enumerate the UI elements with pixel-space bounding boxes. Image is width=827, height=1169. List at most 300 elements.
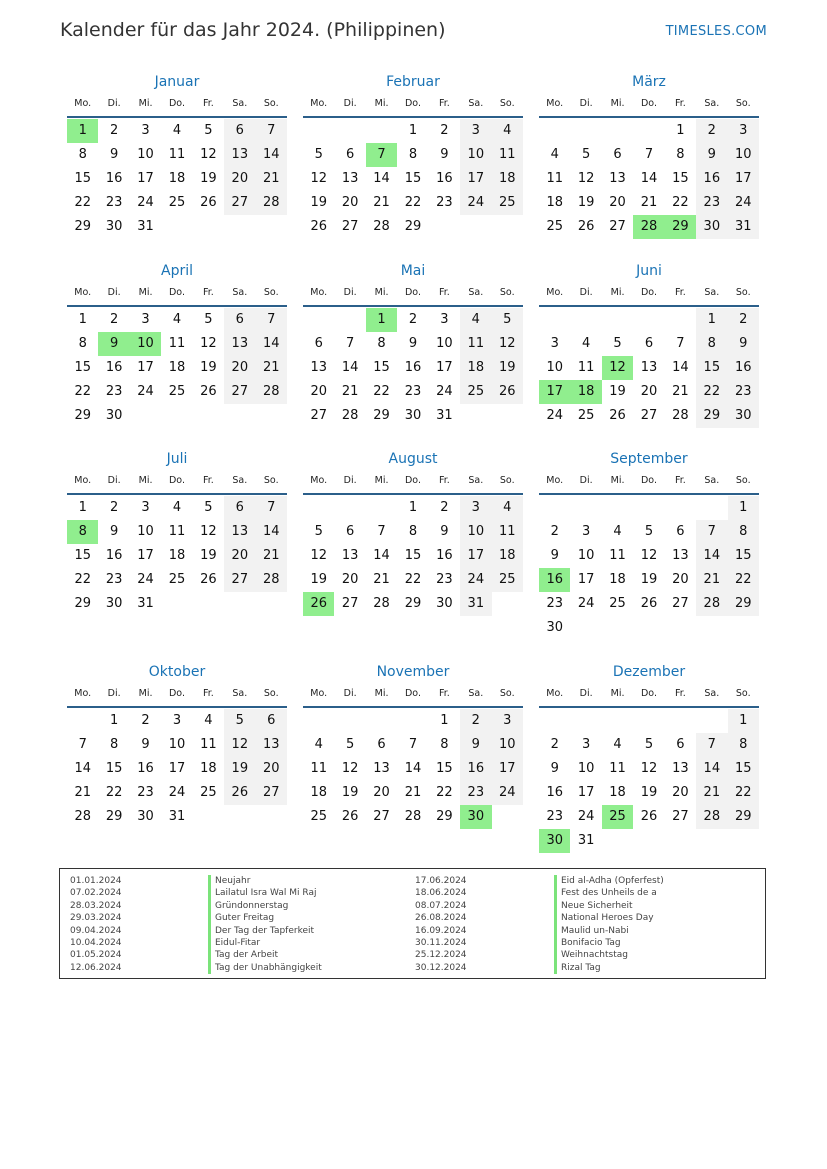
day-cell[interactable]: 16: [105, 360, 123, 375]
day-cell[interactable]: 2: [696, 119, 727, 143]
day-cell[interactable]: 7: [696, 733, 727, 757]
day-cell[interactable]: 14: [696, 544, 727, 568]
day-cell[interactable]: 27: [672, 596, 689, 611]
day-cell[interactable]: 15: [373, 360, 390, 375]
day-cell[interactable]: 1: [676, 123, 685, 138]
day-cell[interactable]: 26: [310, 219, 327, 234]
day-cell[interactable]: 11: [609, 548, 626, 563]
day-cell[interactable]: 22: [74, 195, 91, 210]
day-cell[interactable]: 28: [256, 568, 287, 592]
day-cell[interactable]: 5: [204, 312, 213, 327]
day-cell[interactable]: 27: [341, 596, 359, 611]
day-cell[interactable]: 12: [200, 147, 217, 162]
day-cell[interactable]: 15: [696, 356, 727, 380]
day-cell[interactable]: 24: [577, 596, 595, 611]
day-cell[interactable]: 8: [109, 737, 119, 752]
day-cell[interactable]: 27: [224, 380, 255, 404]
day-cell[interactable]: 1: [109, 713, 119, 728]
day-cell[interactable]: 17: [577, 785, 595, 800]
day-cell[interactable]: 11: [200, 737, 217, 752]
day-cell[interactable]: 24: [436, 384, 453, 399]
day-cell[interactable]: 27: [224, 568, 255, 592]
day-cell[interactable]: 2: [109, 312, 119, 327]
day-cell[interactable]: 13: [256, 733, 287, 757]
day-cell[interactable]: 4: [581, 336, 591, 351]
day-cell[interactable]: 26: [640, 809, 658, 824]
day-cell[interactable]: 22: [373, 384, 390, 399]
day-cell[interactable]: 17: [460, 167, 491, 191]
day-cell[interactable]: 28: [373, 219, 390, 234]
holiday-day-cell[interactable]: 26: [303, 592, 334, 616]
day-cell[interactable]: 14: [696, 757, 727, 781]
day-cell[interactable]: 30: [436, 596, 453, 611]
day-cell[interactable]: 13: [224, 143, 255, 167]
day-cell[interactable]: 11: [168, 336, 186, 351]
holiday-day-cell[interactable]: 10: [130, 332, 161, 356]
day-cell[interactable]: 1: [78, 312, 87, 327]
day-cell[interactable]: 6: [644, 336, 654, 351]
day-cell[interactable]: 6: [613, 147, 622, 162]
holiday-day-cell[interactable]: 25: [602, 805, 633, 829]
day-cell[interactable]: 8: [408, 147, 418, 162]
day-cell[interactable]: 28: [256, 191, 287, 215]
day-cell[interactable]: 3: [460, 496, 491, 520]
day-cell[interactable]: 17: [137, 548, 154, 563]
day-cell[interactable]: 26: [577, 219, 595, 234]
day-cell[interactable]: 15: [672, 171, 689, 186]
day-cell[interactable]: 22: [404, 195, 422, 210]
day-cell[interactable]: 11: [492, 143, 523, 167]
day-cell[interactable]: 8: [676, 147, 685, 162]
day-cell[interactable]: 6: [345, 524, 355, 539]
day-cell[interactable]: 22: [105, 785, 123, 800]
day-cell[interactable]: 11: [168, 524, 186, 539]
day-cell[interactable]: 21: [696, 781, 727, 805]
holiday-day-cell[interactable]: 28: [633, 215, 664, 239]
day-cell[interactable]: 11: [546, 171, 563, 186]
day-cell[interactable]: 31: [436, 408, 453, 423]
day-cell[interactable]: 24: [137, 195, 154, 210]
day-cell[interactable]: 13: [373, 761, 390, 776]
day-cell[interactable]: 14: [373, 548, 390, 563]
day-cell[interactable]: 14: [256, 520, 287, 544]
day-cell[interactable]: 17: [577, 572, 595, 587]
day-cell[interactable]: 5: [204, 123, 213, 138]
day-cell[interactable]: 7: [256, 496, 287, 520]
day-cell[interactable]: 30: [728, 404, 759, 428]
day-cell[interactable]: 24: [546, 408, 563, 423]
holiday-day-cell[interactable]: 29: [665, 215, 696, 239]
day-cell[interactable]: 25: [200, 785, 217, 800]
day-cell[interactable]: 16: [137, 761, 154, 776]
day-cell[interactable]: 12: [200, 524, 217, 539]
day-cell[interactable]: 17: [168, 761, 186, 776]
day-cell[interactable]: 21: [256, 356, 287, 380]
day-cell[interactable]: 19: [224, 757, 255, 781]
day-cell[interactable]: 18: [200, 761, 217, 776]
day-cell[interactable]: 30: [105, 408, 123, 423]
day-cell[interactable]: 7: [644, 147, 654, 162]
day-cell[interactable]: 14: [373, 171, 390, 186]
day-cell[interactable]: 24: [728, 191, 759, 215]
day-cell[interactable]: 29: [74, 408, 91, 423]
day-cell[interactable]: 17: [137, 171, 154, 186]
day-cell[interactable]: 21: [74, 785, 91, 800]
day-cell[interactable]: 2: [109, 123, 119, 138]
day-cell[interactable]: 29: [728, 805, 759, 829]
day-cell[interactable]: 18: [609, 785, 626, 800]
day-cell[interactable]: 25: [168, 384, 186, 399]
day-cell[interactable]: 31: [137, 596, 154, 611]
day-cell[interactable]: 19: [640, 572, 658, 587]
day-cell[interactable]: 19: [200, 360, 217, 375]
day-cell[interactable]: 25: [609, 596, 626, 611]
day-cell[interactable]: 3: [550, 336, 559, 351]
day-cell[interactable]: 21: [696, 568, 727, 592]
day-cell[interactable]: 15: [404, 548, 422, 563]
day-cell[interactable]: 4: [613, 524, 622, 539]
day-cell[interactable]: 18: [168, 360, 186, 375]
day-cell[interactable]: 27: [640, 408, 658, 423]
day-cell[interactable]: 18: [168, 171, 186, 186]
day-cell[interactable]: 5: [644, 737, 654, 752]
day-cell[interactable]: 28: [74, 809, 91, 824]
day-cell[interactable]: 7: [408, 737, 418, 752]
day-cell[interactable]: 20: [672, 785, 689, 800]
day-cell[interactable]: 10: [492, 733, 523, 757]
day-cell[interactable]: 16: [696, 167, 727, 191]
day-cell[interactable]: 9: [696, 143, 727, 167]
day-cell[interactable]: 13: [310, 360, 327, 375]
day-cell[interactable]: 22: [436, 785, 453, 800]
day-cell[interactable]: 19: [310, 572, 327, 587]
day-cell[interactable]: 4: [492, 496, 523, 520]
day-cell[interactable]: 17: [492, 757, 523, 781]
day-cell[interactable]: 3: [581, 737, 591, 752]
day-cell[interactable]: 19: [200, 171, 217, 186]
day-cell[interactable]: 5: [581, 147, 591, 162]
holiday-day-cell[interactable]: 18: [570, 380, 601, 404]
holiday-day-cell[interactable]: 1: [67, 119, 98, 143]
day-cell[interactable]: 18: [460, 356, 491, 380]
day-cell[interactable]: 2: [440, 123, 449, 138]
day-cell[interactable]: 23: [436, 195, 453, 210]
day-cell[interactable]: 11: [609, 761, 626, 776]
day-cell[interactable]: 10: [577, 761, 595, 776]
day-cell[interactable]: 1: [408, 123, 418, 138]
day-cell[interactable]: 29: [105, 809, 123, 824]
day-cell[interactable]: 27: [373, 809, 390, 824]
day-cell[interactable]: 26: [341, 809, 359, 824]
holiday-day-cell[interactable]: 1: [366, 308, 397, 332]
day-cell[interactable]: 18: [546, 195, 563, 210]
day-cell[interactable]: 28: [341, 408, 359, 423]
day-cell[interactable]: 5: [492, 308, 523, 332]
day-cell[interactable]: 14: [404, 761, 422, 776]
day-cell[interactable]: 26: [492, 380, 523, 404]
day-cell[interactable]: 12: [640, 548, 658, 563]
day-cell[interactable]: 12: [310, 548, 327, 563]
day-cell[interactable]: 9: [460, 733, 491, 757]
day-cell[interactable]: 15: [74, 548, 91, 563]
day-cell[interactable]: 16: [404, 360, 422, 375]
holiday-day-cell[interactable]: 8: [67, 520, 98, 544]
day-cell[interactable]: 27: [609, 219, 626, 234]
day-cell[interactable]: 2: [550, 524, 559, 539]
day-cell[interactable]: 3: [141, 312, 150, 327]
day-cell[interactable]: 2: [109, 500, 119, 515]
day-cell[interactable]: 14: [74, 761, 91, 776]
day-cell[interactable]: 19: [640, 785, 658, 800]
day-cell[interactable]: 1: [440, 713, 449, 728]
day-cell[interactable]: 8: [728, 520, 759, 544]
day-cell[interactable]: 3: [581, 524, 591, 539]
day-cell[interactable]: 16: [460, 757, 491, 781]
day-cell[interactable]: 15: [728, 544, 759, 568]
day-cell[interactable]: 14: [640, 171, 658, 186]
day-cell[interactable]: 29: [74, 219, 91, 234]
day-cell[interactable]: 10: [460, 520, 491, 544]
day-cell[interactable]: 20: [341, 195, 359, 210]
day-cell[interactable]: 3: [141, 123, 150, 138]
day-cell[interactable]: 23: [546, 809, 563, 824]
day-cell[interactable]: 19: [200, 548, 217, 563]
day-cell[interactable]: 8: [696, 332, 727, 356]
day-cell[interactable]: 16: [546, 785, 563, 800]
day-cell[interactable]: 13: [609, 171, 626, 186]
day-cell[interactable]: 2: [141, 713, 150, 728]
day-cell[interactable]: 28: [373, 596, 390, 611]
day-cell[interactable]: 29: [404, 219, 422, 234]
day-cell[interactable]: 21: [341, 384, 359, 399]
day-cell[interactable]: 2: [728, 308, 759, 332]
day-cell[interactable]: 23: [404, 384, 422, 399]
day-cell[interactable]: 25: [310, 809, 327, 824]
day-cell[interactable]: 12: [224, 733, 255, 757]
day-cell[interactable]: 28: [672, 408, 689, 423]
day-cell[interactable]: 26: [224, 781, 255, 805]
day-cell[interactable]: 20: [341, 572, 359, 587]
day-cell[interactable]: 16: [105, 171, 123, 186]
day-cell[interactable]: 20: [640, 384, 658, 399]
day-cell[interactable]: 19: [609, 384, 626, 399]
day-cell[interactable]: 21: [640, 195, 658, 210]
day-cell[interactable]: 13: [640, 360, 658, 375]
day-cell[interactable]: 19: [577, 195, 595, 210]
day-cell[interactable]: 12: [640, 761, 658, 776]
day-cell[interactable]: 9: [550, 761, 559, 776]
day-cell[interactable]: 15: [74, 360, 91, 375]
day-cell[interactable]: 27: [256, 781, 287, 805]
day-cell[interactable]: 21: [672, 384, 689, 399]
day-cell[interactable]: 9: [408, 336, 418, 351]
day-cell[interactable]: 23: [728, 380, 759, 404]
day-cell[interactable]: 15: [404, 171, 422, 186]
day-cell[interactable]: 20: [256, 757, 287, 781]
day-cell[interactable]: 29: [436, 809, 453, 824]
day-cell[interactable]: 4: [460, 308, 491, 332]
day-cell[interactable]: 17: [137, 360, 154, 375]
day-cell[interactable]: 15: [728, 757, 759, 781]
day-cell[interactable]: 6: [314, 336, 323, 351]
day-cell[interactable]: 22: [696, 380, 727, 404]
day-cell[interactable]: 23: [105, 572, 123, 587]
day-cell[interactable]: 6: [377, 737, 386, 752]
day-cell[interactable]: 16: [436, 171, 453, 186]
day-cell[interactable]: 3: [141, 500, 150, 515]
day-cell[interactable]: 26: [200, 384, 217, 399]
day-cell[interactable]: 13: [672, 548, 689, 563]
day-cell[interactable]: 20: [224, 167, 255, 191]
day-cell[interactable]: 25: [577, 408, 595, 423]
day-cell[interactable]: 22: [728, 568, 759, 592]
day-cell[interactable]: 5: [644, 524, 654, 539]
day-cell[interactable]: 22: [74, 384, 91, 399]
day-cell[interactable]: 14: [256, 143, 287, 167]
day-cell[interactable]: 6: [676, 737, 685, 752]
day-cell[interactable]: 16: [105, 548, 123, 563]
day-cell[interactable]: 24: [460, 191, 491, 215]
day-cell[interactable]: 6: [345, 147, 355, 162]
day-cell[interactable]: 27: [310, 408, 327, 423]
holiday-day-cell[interactable]: 12: [602, 356, 633, 380]
day-cell[interactable]: 25: [168, 195, 186, 210]
day-cell[interactable]: 30: [404, 408, 422, 423]
day-cell[interactable]: 5: [613, 336, 622, 351]
day-cell[interactable]: 6: [256, 709, 287, 733]
day-cell[interactable]: 16: [728, 356, 759, 380]
day-cell[interactable]: 21: [256, 544, 287, 568]
day-cell[interactable]: 7: [78, 737, 87, 752]
day-cell[interactable]: 14: [672, 360, 689, 375]
day-cell[interactable]: 5: [345, 737, 355, 752]
day-cell[interactable]: 12: [577, 171, 595, 186]
day-cell[interactable]: 11: [168, 147, 186, 162]
day-cell[interactable]: 14: [256, 332, 287, 356]
holiday-day-cell[interactable]: 30: [460, 805, 491, 829]
day-cell[interactable]: 20: [310, 384, 327, 399]
day-cell[interactable]: 24: [168, 785, 186, 800]
day-cell[interactable]: 1: [696, 308, 727, 332]
day-cell[interactable]: 3: [492, 709, 523, 733]
day-cell[interactable]: 29: [373, 408, 390, 423]
day-cell[interactable]: 12: [341, 761, 359, 776]
day-cell[interactable]: 6: [224, 496, 255, 520]
day-cell[interactable]: 16: [436, 548, 453, 563]
day-cell[interactable]: 6: [676, 524, 685, 539]
day-cell[interactable]: 3: [460, 119, 491, 143]
day-cell[interactable]: 11: [577, 360, 595, 375]
day-cell[interactable]: 15: [74, 171, 91, 186]
day-cell[interactable]: 10: [137, 524, 154, 539]
day-cell[interactable]: 9: [550, 548, 559, 563]
day-cell[interactable]: 6: [224, 119, 255, 143]
day-cell[interactable]: 10: [728, 143, 759, 167]
day-cell[interactable]: 27: [672, 809, 689, 824]
day-cell[interactable]: 29: [404, 596, 422, 611]
day-cell[interactable]: 21: [404, 785, 422, 800]
day-cell[interactable]: 23: [105, 384, 123, 399]
day-cell[interactable]: 15: [105, 761, 123, 776]
day-cell[interactable]: 1: [78, 500, 87, 515]
day-cell[interactable]: 10: [436, 336, 453, 351]
day-cell[interactable]: 29: [696, 404, 727, 428]
day-cell[interactable]: 25: [492, 568, 523, 592]
day-cell[interactable]: 21: [373, 572, 390, 587]
day-cell[interactable]: 10: [577, 548, 595, 563]
day-cell[interactable]: 31: [460, 592, 491, 616]
day-cell[interactable]: 26: [609, 408, 626, 423]
day-cell[interactable]: 7: [676, 336, 685, 351]
day-cell[interactable]: 28: [256, 380, 287, 404]
day-cell[interactable]: 27: [341, 219, 359, 234]
day-cell[interactable]: 28: [404, 809, 422, 824]
day-cell[interactable]: 8: [440, 737, 449, 752]
day-cell[interactable]: 10: [137, 147, 154, 162]
day-cell[interactable]: 29: [728, 592, 759, 616]
day-cell[interactable]: 13: [341, 171, 359, 186]
day-cell[interactable]: 25: [546, 219, 563, 234]
day-cell[interactable]: 20: [672, 572, 689, 587]
day-cell[interactable]: 17: [728, 167, 759, 191]
day-cell[interactable]: 11: [310, 761, 327, 776]
day-cell[interactable]: 22: [74, 572, 91, 587]
day-cell[interactable]: 20: [224, 356, 255, 380]
day-cell[interactable]: 1: [728, 496, 759, 520]
day-cell[interactable]: 13: [224, 332, 255, 356]
day-cell[interactable]: 24: [137, 572, 154, 587]
day-cell[interactable]: 12: [310, 171, 327, 186]
day-cell[interactable]: 23: [436, 572, 453, 587]
day-cell[interactable]: 8: [377, 336, 386, 351]
day-cell[interactable]: 23: [546, 596, 563, 611]
day-cell[interactable]: 18: [609, 572, 626, 587]
day-cell[interactable]: 24: [460, 568, 491, 592]
day-cell[interactable]: 31: [728, 215, 759, 239]
day-cell[interactable]: 4: [172, 312, 182, 327]
day-cell[interactable]: 23: [460, 781, 491, 805]
day-cell[interactable]: 7: [345, 336, 355, 351]
day-cell[interactable]: 2: [408, 312, 418, 327]
day-cell[interactable]: 23: [137, 785, 154, 800]
day-cell[interactable]: 24: [577, 809, 595, 824]
day-cell[interactable]: 19: [341, 785, 359, 800]
holiday-day-cell[interactable]: 9: [98, 332, 129, 356]
day-cell[interactable]: 6: [224, 308, 255, 332]
day-cell[interactable]: 9: [440, 524, 449, 539]
day-cell[interactable]: 2: [440, 500, 449, 515]
day-cell[interactable]: 3: [440, 312, 449, 327]
day-cell[interactable]: 2: [550, 737, 559, 752]
day-cell[interactable]: 12: [492, 332, 523, 356]
day-cell[interactable]: 31: [168, 809, 186, 824]
day-cell[interactable]: 4: [550, 147, 559, 162]
day-cell[interactable]: 9: [141, 737, 150, 752]
day-cell[interactable]: 28: [696, 592, 727, 616]
day-cell[interactable]: 26: [640, 596, 658, 611]
day-cell[interactable]: 9: [109, 147, 119, 162]
day-cell[interactable]: 22: [728, 781, 759, 805]
holiday-day-cell[interactable]: 17: [539, 380, 570, 404]
day-cell[interactable]: 30: [137, 809, 154, 824]
day-cell[interactable]: 13: [341, 548, 359, 563]
day-cell[interactable]: 4: [204, 713, 213, 728]
day-cell[interactable]: 18: [492, 544, 523, 568]
day-cell[interactable]: 9: [109, 524, 119, 539]
day-cell[interactable]: 18: [492, 167, 523, 191]
day-cell[interactable]: 8: [408, 524, 418, 539]
day-cell[interactable]: 31: [137, 219, 154, 234]
